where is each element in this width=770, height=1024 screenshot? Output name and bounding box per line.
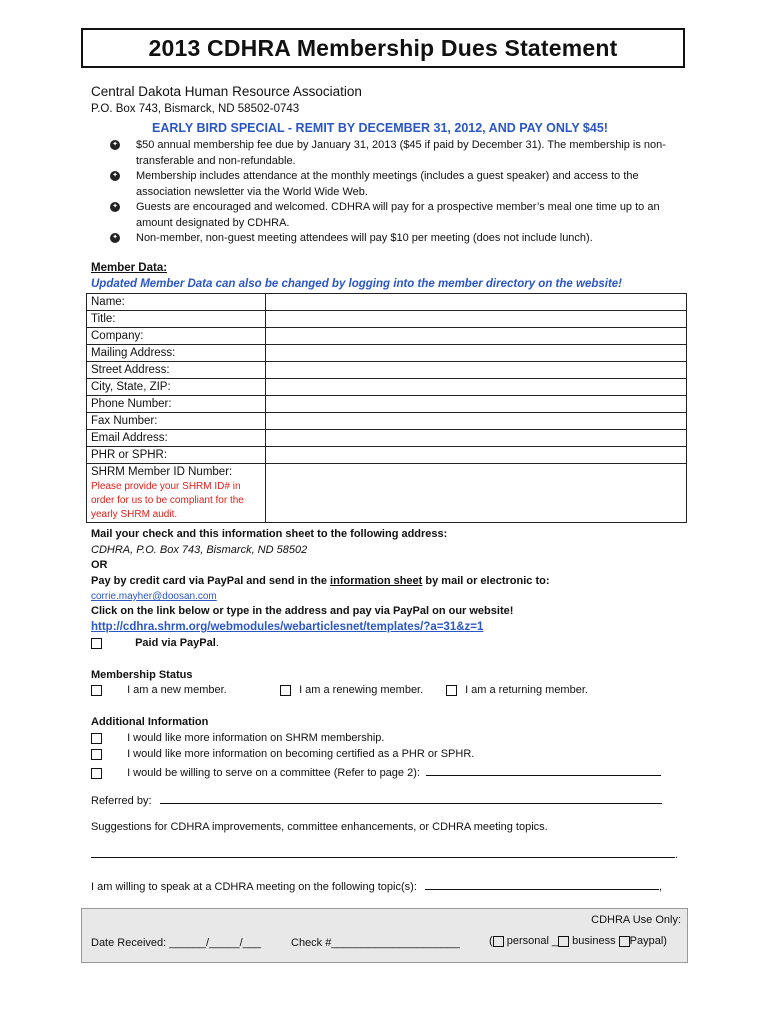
suggestions-label: Suggestions for CDHRA improvements, committee enhancements, or CDHRA meeting topics.: [91, 821, 548, 833]
member-data-table: [86, 293, 687, 523]
personal-checkbox[interactable]: [493, 936, 504, 947]
field-label: Fax Number:: [87, 413, 266, 430]
additional-option: I would like more information on becoming certified as a PHR or SPHR.: [91, 748, 474, 760]
org-address: P.O. Box 743, Bismarck, ND 58502-0743: [91, 103, 300, 115]
field-label: SHRM Member ID Number:: [91, 466, 233, 478]
phone-field[interactable]: [266, 396, 687, 413]
name-field[interactable]: [266, 294, 687, 311]
member-data-note: Updated Member Data can also be changed by logging into the member directory on the website!: [91, 278, 623, 290]
field-label: City, State, ZIP:: [87, 379, 266, 396]
bullet-star-icon: ✦: [110, 233, 120, 243]
referred-line[interactable]: [160, 792, 662, 804]
additional-option: I would like more information on SHRM membership.: [91, 732, 384, 744]
field-label: Phone Number:: [87, 396, 266, 413]
shrm-id-field[interactable]: [266, 464, 687, 523]
early-bird-notice: EARLY BIRD SPECIAL - REMIT BY DECEMBER 31, 2012, AND PAY ONLY $45!: [152, 121, 608, 135]
street-address-field[interactable]: [266, 362, 687, 379]
committee-checkbox[interactable]: [91, 768, 102, 779]
email-field[interactable]: [266, 430, 687, 447]
shrm-id-label-cell: [87, 464, 266, 523]
mail-instruction: Mail your check and this information sheet to the following address:: [91, 528, 448, 540]
bullet-item: ✦ Guests are encouraged and welcomed. CDHRA will pay for a prospective member’s meal one time up to an amount designated by CDHRA.: [110, 200, 670, 231]
paypal-url-link[interactable]: http://cdhra.shrm.org/webmodules/webarticlesnet/templates/?a=31&z=1: [91, 621, 484, 633]
returning-member-checkbox[interactable]: [446, 685, 457, 696]
paid-paypal-row: Paid via PayPal.: [91, 637, 219, 649]
status-option-returning: I am a returning member.: [446, 684, 588, 696]
field-label: Company:: [87, 328, 266, 345]
fax-field[interactable]: [266, 413, 687, 430]
bullet-star-icon: ✦: [110, 171, 120, 181]
field-label: PHR or SPHR:: [87, 447, 266, 464]
suggestions-row: .: [91, 846, 678, 861]
field-label: Street Address:: [87, 362, 266, 379]
page-title: 2013 CDHRA Membership Dues Statement: [148, 35, 618, 61]
mailing-address-field[interactable]: [266, 345, 687, 362]
bullet-star-icon: ✦: [110, 202, 120, 212]
shrm-info-checkbox[interactable]: [91, 733, 102, 744]
title-box: [81, 28, 685, 68]
mail-address: CDHRA, P.O. Box 743, Bismarck, ND 58502: [91, 544, 308, 556]
office-use-box: [81, 908, 688, 963]
speak-line[interactable]: [425, 878, 659, 890]
business-checkbox[interactable]: [558, 936, 569, 947]
renewing-member-checkbox[interactable]: [280, 685, 291, 696]
or-label: OR: [91, 559, 108, 571]
field-label: Title:: [87, 311, 266, 328]
suggestions-line[interactable]: [91, 846, 675, 858]
new-member-checkbox[interactable]: [91, 685, 102, 696]
paypal-checkbox[interactable]: [619, 936, 630, 947]
referred-row: Referred by:: [91, 792, 662, 807]
bullet-item: ✦ Membership includes attendance at the monthly meetings (includes a guest speaker) and access to the association newsletter via the World Wide Web.: [110, 169, 670, 200]
committee-line[interactable]: [426, 764, 661, 776]
date-received: Date Received: ______/_____/___: [91, 937, 262, 949]
member-data-heading: Member Data:: [91, 262, 168, 274]
email-link[interactable]: corrie.mayher@doosan.com: [91, 591, 217, 602]
click-instruction: Click on the link below or type in the address and pay via PayPal on our website!: [91, 605, 514, 617]
city-state-zip-field[interactable]: [266, 379, 687, 396]
bullet-item: ✦ $50 annual membership fee due by January 31, 2013 ($45 if paid by December 31). The membership is non-transferable and non-refundable.: [110, 138, 670, 169]
status-option-new: I am a new member.: [91, 684, 227, 696]
speak-row: I am willing to speak at a CDHRA meeting on the following topic(s): ,: [91, 878, 662, 893]
bullet-star-icon: ✦: [110, 140, 120, 150]
check-number: Check #_____________________: [291, 937, 460, 949]
additional-option: I would be willing to serve on a committee (Refer to page 2):: [91, 764, 661, 779]
certification-info-checkbox[interactable]: [91, 749, 102, 760]
fee-bullets: [110, 138, 670, 247]
membership-status-heading: Membership Status: [91, 669, 193, 681]
paypal-instruction: Pay by credit card via PayPal and send in the information sheet by mail or electronic to:: [91, 575, 550, 587]
status-option-renewing: I am a renewing member.: [280, 684, 423, 696]
company-field[interactable]: [266, 328, 687, 345]
title-field[interactable]: [266, 311, 687, 328]
office-use-label: CDHRA Use Only:: [591, 914, 681, 926]
additional-info-heading: Additional Information: [91, 716, 209, 728]
paid-paypal-checkbox[interactable]: [91, 638, 102, 649]
bullet-item: ✦ Non-member, non-guest meeting attendees will pay $10 per meeting (does not include lunch).: [110, 231, 670, 247]
org-name: Central Dakota Human Resource Association: [91, 84, 362, 99]
phr-sphr-field[interactable]: [266, 447, 687, 464]
shrm-note: Please provide your SHRM ID# in order for us to be compliant for the yearly SHRM audit.: [91, 481, 244, 520]
payment-type: ( personal _ business Paypal): [489, 935, 667, 947]
field-label: Name:: [87, 294, 266, 311]
field-label: Email Address:: [87, 430, 266, 447]
field-label: Mailing Address:: [87, 345, 266, 362]
